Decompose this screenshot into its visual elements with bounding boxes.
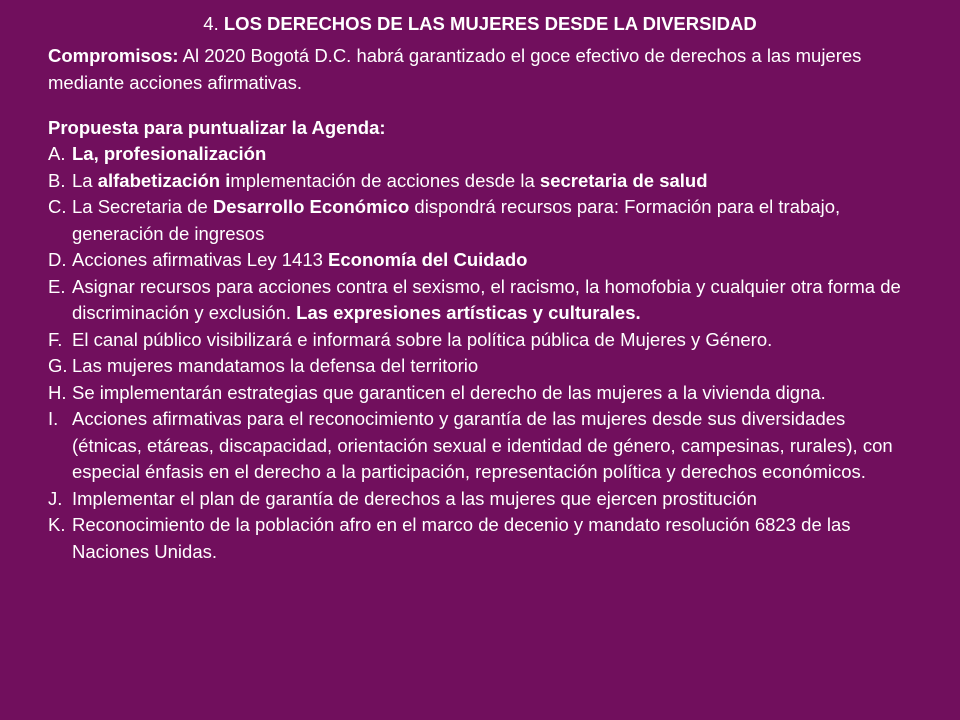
list-item-text — [72, 194, 912, 247]
compromisos-text: Al 2020 Bogotá D.C. habrá garantizado el goce efectivo de derechos a las mujeres mediante acciones afirmativas. — [48, 45, 862, 93]
list-item — [48, 406, 912, 486]
list-marker: C. — [48, 196, 67, 217]
list-item — [48, 274, 912, 327]
list-item — [48, 353, 912, 380]
list-marker: E. — [48, 275, 66, 297]
bold-text: Las expresiones artísticas y culturales. — [296, 302, 641, 323]
list-marker: A. — [48, 143, 66, 164]
bold-text: La, profesionalización — [72, 143, 267, 164]
list-marker: G. — [48, 355, 68, 376]
agenda-heading-text: Propuesta para puntualizar la Agenda: — [48, 117, 386, 138]
list-item — [48, 327, 912, 354]
list-item-text — [72, 380, 912, 407]
title-text: LOS DERECHOS DE LAS MUJERES DESDE LA DIVERSIDAD — [223, 13, 757, 34]
list-item-text — [72, 247, 912, 274]
agenda-list — [48, 141, 912, 565]
agenda-heading — [48, 114, 912, 141]
list-marker: D. — [48, 249, 67, 270]
bold-text: Economía del Cuidado — [328, 249, 528, 270]
plain-text: Se implementarán estrategias que garanticen el derecho de las mujeres a la vivienda digna. — [72, 381, 826, 403]
bold-text: alfabetización i — [97, 169, 231, 191]
plain-text: mplementación de acciones desde la — [230, 169, 540, 191]
list-item-text — [72, 168, 912, 195]
list-item — [48, 512, 912, 565]
list-item — [48, 168, 912, 195]
plain-text: La — [72, 169, 98, 191]
list-item — [48, 380, 912, 407]
compromisos-label: Compromisos: — [48, 45, 179, 66]
bold-text: Desarrollo Económico — [212, 196, 410, 217]
plain-text: Asignar recursos para acciones contra el sexismo, el racismo, la homofobia y cualquier otra forma de discriminación y exclusión. — [72, 275, 901, 323]
list-item — [48, 247, 912, 274]
bold-text: secretaria de salud — [539, 169, 708, 191]
list-marker: K. — [48, 514, 66, 535]
list-marker: J. — [48, 487, 63, 509]
plain-text: La Secretaria de — [72, 196, 213, 217]
list-marker: F. — [48, 328, 63, 350]
list-marker: H. — [48, 381, 67, 403]
list-item — [48, 141, 912, 168]
plain-text: Acciones afirmativas Ley 1413 — [72, 249, 329, 270]
compromisos-paragraph — [48, 42, 912, 96]
plain-text: Las mujeres mandatamos la defensa del territorio — [72, 355, 479, 376]
list-item-text — [72, 274, 912, 327]
list-item-text — [72, 353, 912, 380]
spacer — [48, 96, 912, 114]
list-marker: B. — [48, 169, 66, 191]
list-item — [48, 194, 912, 247]
slide-title — [48, 12, 912, 36]
plain-text: Acciones afirmativas para el reconocimiento y garantía de las mujeres desde sus diversidades (étnicas, etáreas, discapacidad, orientación sexual e identidad de género, campesinas, rurales), con especial énfasis en el derecho a la participación, representación política y derechos económicos. — [72, 408, 893, 482]
list-item-text — [72, 486, 912, 513]
plain-text: dispondrá recursos para: Formación para el trabajo, generación de ingresos — [72, 196, 841, 244]
plain-text: El canal público visibilizará e informará sobre la política pública de Mujeres y Género. — [72, 328, 773, 350]
plain-text: Implementar el plan de garantía de derechos a las mujeres que ejercen prostitución — [72, 487, 757, 509]
list-item-text — [72, 141, 912, 168]
list-item-text — [72, 512, 912, 565]
list-item-text — [72, 327, 912, 354]
title-number: 4. — [203, 13, 224, 34]
list-marker: I. — [48, 408, 59, 429]
list-item — [48, 486, 912, 513]
plain-text: Reconocimiento de la población afro en el marco de decenio y mandato resolución 6823 de las Naciones Unidas. — [72, 514, 851, 562]
list-item-text — [72, 406, 912, 486]
